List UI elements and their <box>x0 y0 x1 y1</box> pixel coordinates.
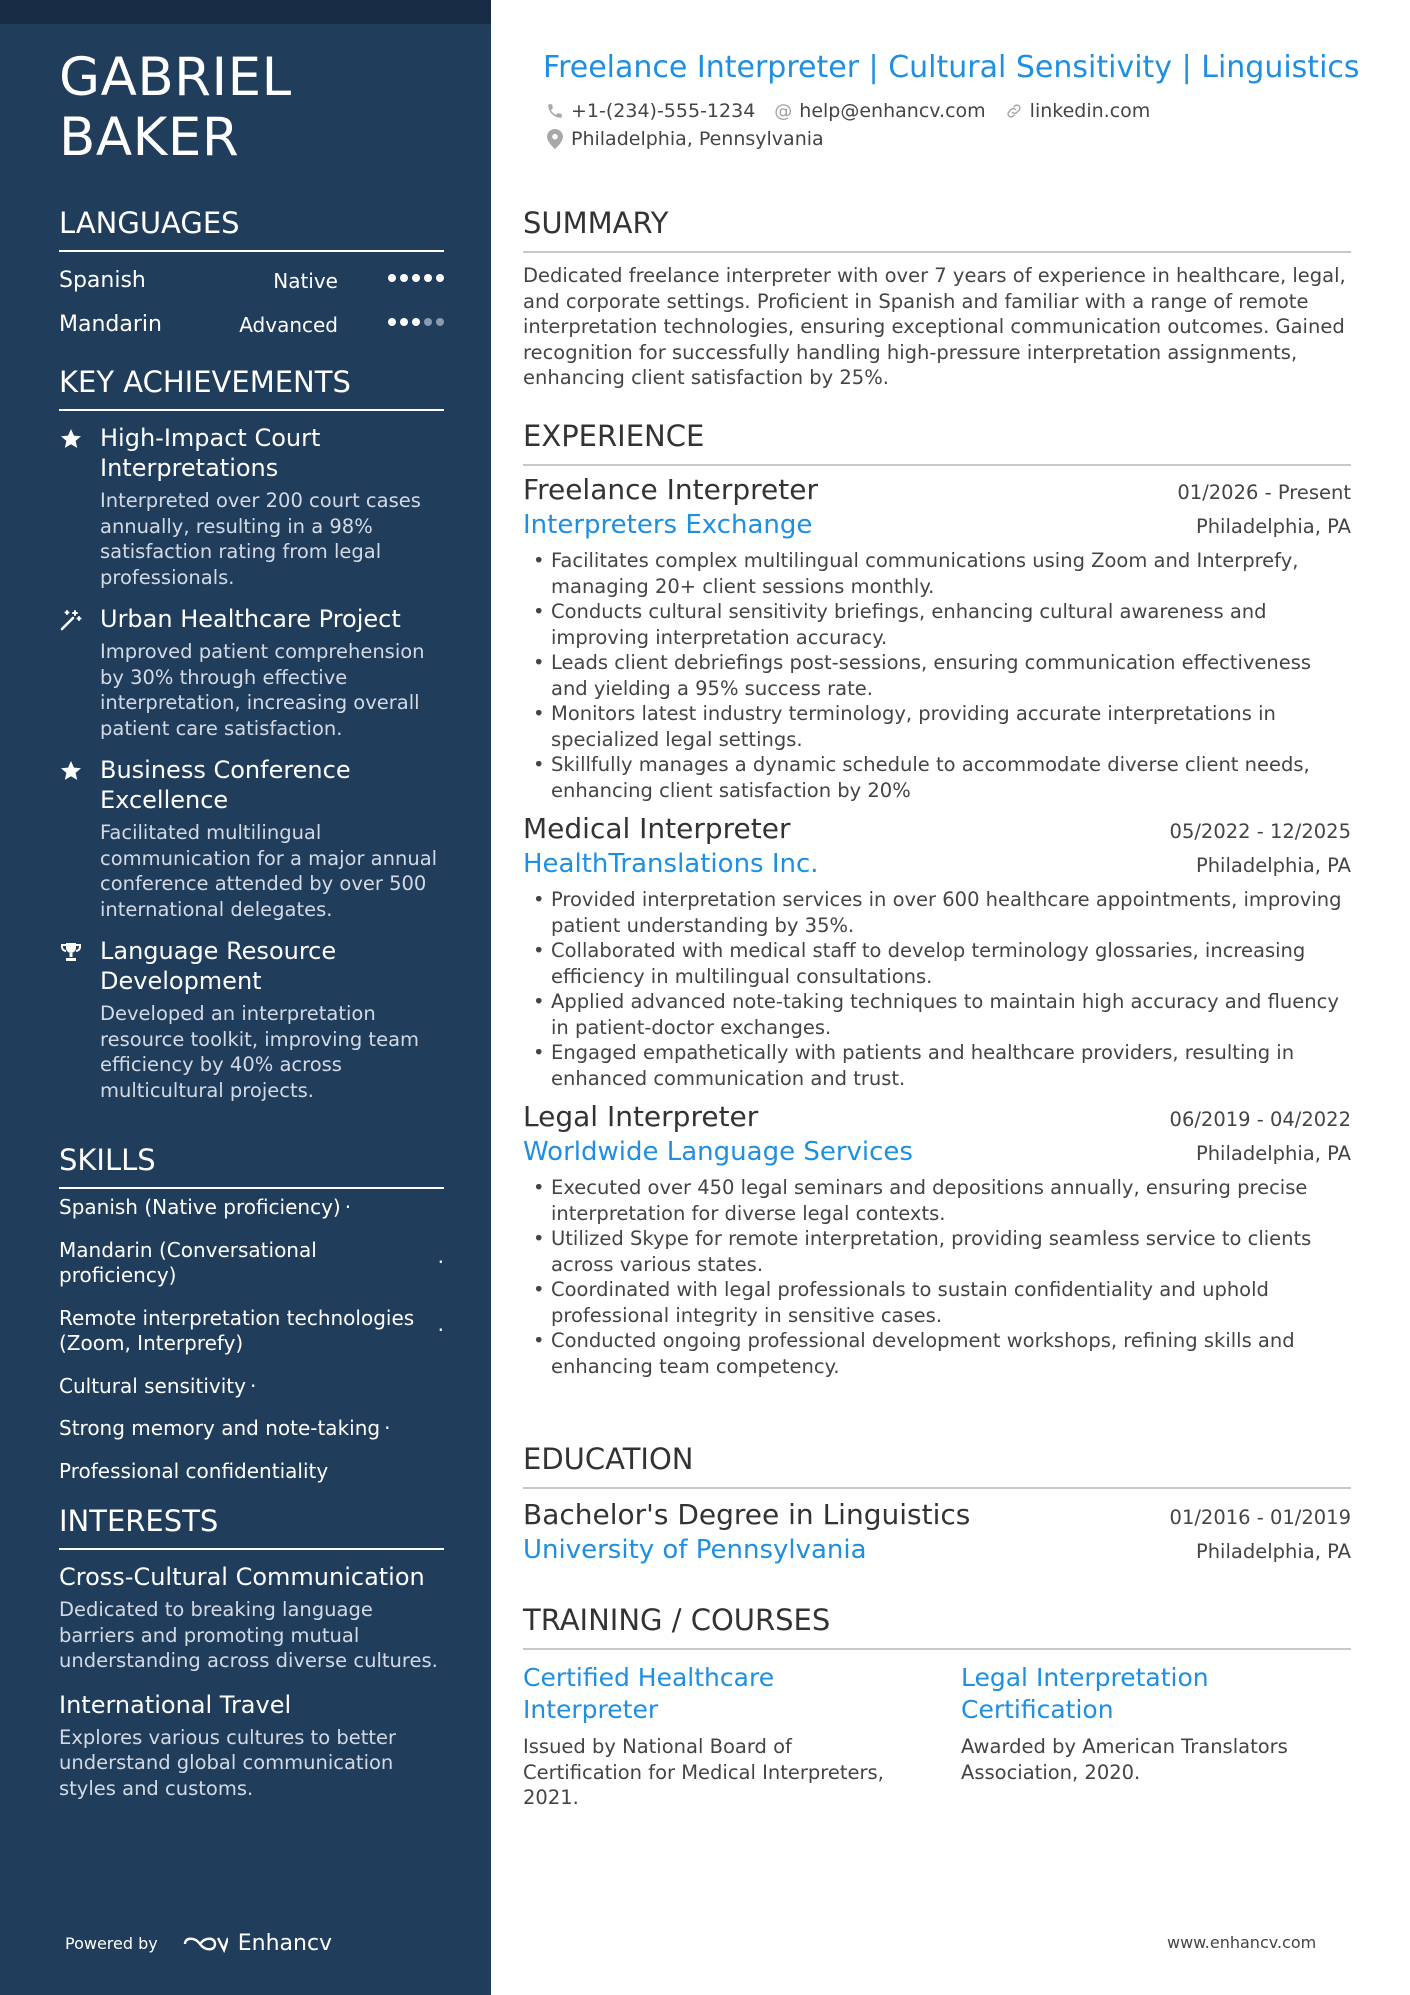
languages-list <box>59 258 444 346</box>
experience-list <box>523 472 1351 1379</box>
rating-dot <box>388 274 396 282</box>
achievement-item <box>59 423 444 590</box>
rating-dot <box>424 274 432 282</box>
job-entry <box>523 1099 1351 1379</box>
powered-by-label: Powered by <box>65 1934 158 1953</box>
job-bullet: • Conducted ongoing professional development workshops, refining skills and enhancing team competency. <box>523 1328 1351 1379</box>
job-bullet: • Applied advanced note-taking techniques to maintain high accuracy and fluency in patient-doctor exchanges. <box>523 989 1351 1040</box>
skill-item <box>59 1306 444 1357</box>
job-bullet: • Skillfully manages a dynamic schedule to accommodate diverse client needs, enhancing client satisfaction by 20% <box>523 752 1351 803</box>
summary-heading: SUMMARY <box>523 205 1351 253</box>
achievement-title: Language Resource Development <box>100 937 337 995</box>
rating-dot <box>424 318 432 326</box>
job-dates: 06/2019 - 04/2022 <box>1169 1108 1351 1131</box>
enhancv-logo[interactable] <box>182 1931 332 1956</box>
rating-dot <box>412 318 420 326</box>
languages-heading: LANGUAGES <box>59 205 444 252</box>
job-bullet: • Leads client debriefings post-sessions, ensuring communication effectiveness and yielding a 95% success rate. <box>523 650 1351 701</box>
training-heading: TRAINING / COURSES <box>523 1602 1351 1650</box>
experience-heading: EXPERIENCE <box>523 418 1351 466</box>
course-title[interactable]: Certified Healthcare Interpreter <box>523 1663 775 1724</box>
interest-item <box>59 1690 444 1802</box>
phone-text: +1-(234)-555-1234 <box>571 100 756 122</box>
rating-dot <box>400 318 408 326</box>
footer-url[interactable]: www.enhancv.com <box>1167 1933 1317 1952</box>
star-icon <box>59 427 83 451</box>
rating-dot <box>400 274 408 282</box>
contact-email[interactable] <box>773 100 985 122</box>
skill-separator: · <box>344 1195 352 1219</box>
school[interactable]: University of Pennsylvania <box>523 1535 867 1565</box>
phone-icon <box>545 101 565 121</box>
interest-title: Cross-Cultural Communication <box>59 1563 425 1591</box>
job-company[interactable]: HealthTranslations Inc. <box>523 849 819 879</box>
job-location: Philadelphia, PA <box>1195 515 1351 538</box>
skills-heading: SKILLS <box>59 1142 444 1189</box>
interest-item <box>59 1562 444 1674</box>
skill-text: Cultural sensitivity <box>59 1373 246 1398</box>
skills-section <box>59 1142 444 1484</box>
achievement-item <box>59 755 444 922</box>
skill-item <box>59 1195 444 1221</box>
education-dates: 01/2016 - 01/2019 <box>1169 1506 1351 1529</box>
achievements-list <box>59 423 444 1103</box>
achievement-title: Business Conference Excellence <box>100 756 351 814</box>
language-name: Spanish <box>59 268 146 293</box>
language-rating <box>388 318 444 326</box>
achievements-section <box>59 364 444 1103</box>
skill-text: Professional confidentiality <box>59 1458 329 1483</box>
job-bullets <box>523 548 1351 803</box>
achievement-desc: Interpreted over 200 court cases annually, resulting in a 98% satisfaction rating from legal professionals. <box>100 489 421 589</box>
trophy-icon <box>59 940 83 964</box>
achievement-title: Urban Healthcare Project <box>100 605 401 633</box>
language-rating <box>388 274 444 282</box>
enhancv-logo-icon <box>182 1933 228 1955</box>
training-list <box>523 1662 1351 1811</box>
interests-list <box>59 1562 444 1801</box>
course-desc: Awarded by American Translators Association, 2020. <box>961 1735 1288 1784</box>
job-bullets <box>523 1175 1351 1379</box>
language-level: Advanced <box>239 313 338 337</box>
skill-item <box>59 1416 444 1442</box>
job-bullet: • Coordinated with legal professionals to sustain confidentiality and uphold professional integrity in sensitive cases. <box>523 1277 1351 1328</box>
headline: Freelance Interpreter | Cultural Sensitivity | Linguistics <box>543 50 1360 85</box>
education-entry <box>523 1497 1351 1567</box>
interests-heading: INTERESTS <box>59 1503 444 1550</box>
job-bullet: • Engaged empathetically with patients and healthcare providers, resulting in enhanced communication and trust. <box>523 1040 1351 1091</box>
contact-row-2 <box>545 128 824 150</box>
education-section <box>523 1441 1351 1567</box>
course-title[interactable]: Legal Interpretation Certification <box>961 1663 1209 1724</box>
magic-wand-icon <box>59 608 83 632</box>
job-bullets <box>523 887 1351 1091</box>
achievement-item <box>59 604 444 741</box>
achievement-title: High-Impact Court Interpretations <box>100 424 321 482</box>
achievement-desc: Improved patient comprehension by 30% through effective interpretation, increasing overall patient care satisfaction. <box>100 640 425 740</box>
achievement-item <box>59 936 444 1103</box>
job-entry <box>523 811 1351 1091</box>
language-item <box>59 258 444 302</box>
link-icon <box>1004 101 1024 121</box>
job-bullet: • Utilized Skype for remote interpretation, providing seamless service to clients across various states. <box>523 1226 1351 1277</box>
skill-separator: · <box>437 1250 444 1275</box>
job-dates: 05/2022 - 12/2025 <box>1169 820 1351 843</box>
skill-separator: · <box>384 1416 391 1440</box>
skill-text: Mandarin (Conversational proficiency) <box>59 1237 317 1287</box>
at-icon: @ <box>774 100 793 122</box>
skill-item <box>59 1238 444 1289</box>
candidate-name <box>59 48 292 168</box>
education-location: Philadelphia, PA <box>1195 1540 1351 1563</box>
powered-by <box>65 1931 332 1956</box>
last-name: BAKER <box>59 107 240 168</box>
language-level: Native <box>273 269 338 293</box>
skill-text: Spanish (Native proficiency) <box>59 1195 341 1219</box>
achievement-desc: Developed an interpretation resource toolkit, improving team efficiency by 40% across multicultural projects. <box>100 1002 420 1102</box>
language-name: Mandarin <box>59 312 162 337</box>
skill-separator: · <box>437 1318 444 1343</box>
job-entry <box>523 472 1351 803</box>
course-desc: Issued by National Board of Certification for Medical Interpreters, 2021. <box>523 1735 884 1809</box>
contact-location <box>545 128 824 150</box>
contact-row-1 <box>545 100 1150 122</box>
first-name: GABRIEL <box>59 47 292 108</box>
achievements-heading: KEY ACHIEVEMENTS <box>59 364 444 411</box>
course-item <box>523 1662 913 1811</box>
job-bullet: • Provided interpretation services in over 600 healthcare appointments, improving patient understanding by 35%. <box>523 887 1351 938</box>
job-title: Freelance Interpreter <box>523 473 818 506</box>
job-bullet: • Facilitates complex multilingual communications using Zoom and Interprefy, managing 20+ client sessions monthly. <box>523 548 1351 599</box>
location-text: Philadelphia, Pennsylvania <box>571 128 824 150</box>
rating-dot <box>436 274 444 282</box>
job-company[interactable]: Worldwide Language Services <box>523 1137 913 1167</box>
location-pin-icon <box>545 129 565 149</box>
achievement-desc: Facilitated multilingual communication for a major annual conference attended by over 500 international delegates. <box>100 821 438 921</box>
email-text: help@enhancv.com <box>799 100 986 122</box>
job-location: Philadelphia, PA <box>1195 854 1351 877</box>
degree: Bachelor's Degree in Linguistics <box>523 1498 971 1531</box>
summary-section <box>523 205 1351 391</box>
job-dates: 01/2026 - Present <box>1177 481 1351 504</box>
experience-section <box>523 418 1351 1379</box>
contact-linkedin[interactable] <box>1004 100 1151 122</box>
job-bullet: • Monitors latest industry terminology, providing accurate interpretations in specialized legal settings. <box>523 701 1351 752</box>
job-title: Legal Interpreter <box>523 1100 759 1133</box>
interests-section <box>59 1503 444 1801</box>
rating-dot <box>412 274 420 282</box>
summary-text: Dedicated freelance interpreter with over 7 years of experience in healthcare, legal, and corporate settings. Proficient in Spanish and familiar with a range of remote interpretation technologies, ensuring exceptional communication outcomes. Gained recognition for successfully handling high-pressure interpretation assignments, enhancing client satisfaction by 25%. <box>523 264 1346 389</box>
contact-phone[interactable] <box>545 100 755 122</box>
rating-dot <box>436 318 444 326</box>
skills-list <box>59 1195 444 1484</box>
interest-desc: Explores various cultures to better understand global communication styles and customs. <box>59 1725 397 1800</box>
sidebar <box>0 0 491 1995</box>
language-item <box>59 302 444 346</box>
course-item <box>961 1662 1351 1811</box>
interest-desc: Dedicated to breaking language barriers and promoting mutual understanding across diverse cultures. <box>59 1598 438 1672</box>
job-company[interactable]: Interpreters Exchange <box>523 510 813 540</box>
rating-dot <box>388 318 396 326</box>
job-bullet: • Collaborated with medical staff to develop terminology glossaries, increasing efficiency in multilingual consultations. <box>523 938 1351 989</box>
job-bullet: • Executed over 450 legal seminars and depositions annually, ensuring precise interpretation for diverse legal contexts. <box>523 1175 1351 1226</box>
brand-name: Enhancv <box>237 1931 333 1956</box>
linkedin-text: linkedin.com <box>1029 100 1151 122</box>
skill-separator: · <box>249 1373 257 1398</box>
languages-section <box>59 205 444 346</box>
job-bullet: • Conducts cultural sensitivity briefings, enhancing cultural awareness and improving interpretation accuracy. <box>523 599 1351 650</box>
education-heading: EDUCATION <box>523 1441 1351 1489</box>
star-icon <box>59 759 83 783</box>
skill-item <box>59 1459 444 1485</box>
sidebar-top-bar <box>0 0 491 24</box>
skill-text: Remote interpretation technologies (Zoom, Interprefy) <box>59 1305 415 1355</box>
skill-text: Strong memory and note-taking <box>59 1416 381 1440</box>
skill-item <box>59 1374 444 1400</box>
job-location: Philadelphia, PA <box>1195 1142 1351 1165</box>
training-section <box>523 1602 1351 1811</box>
job-title: Medical Interpreter <box>523 812 791 845</box>
interest-title: International Travel <box>59 1690 292 1719</box>
